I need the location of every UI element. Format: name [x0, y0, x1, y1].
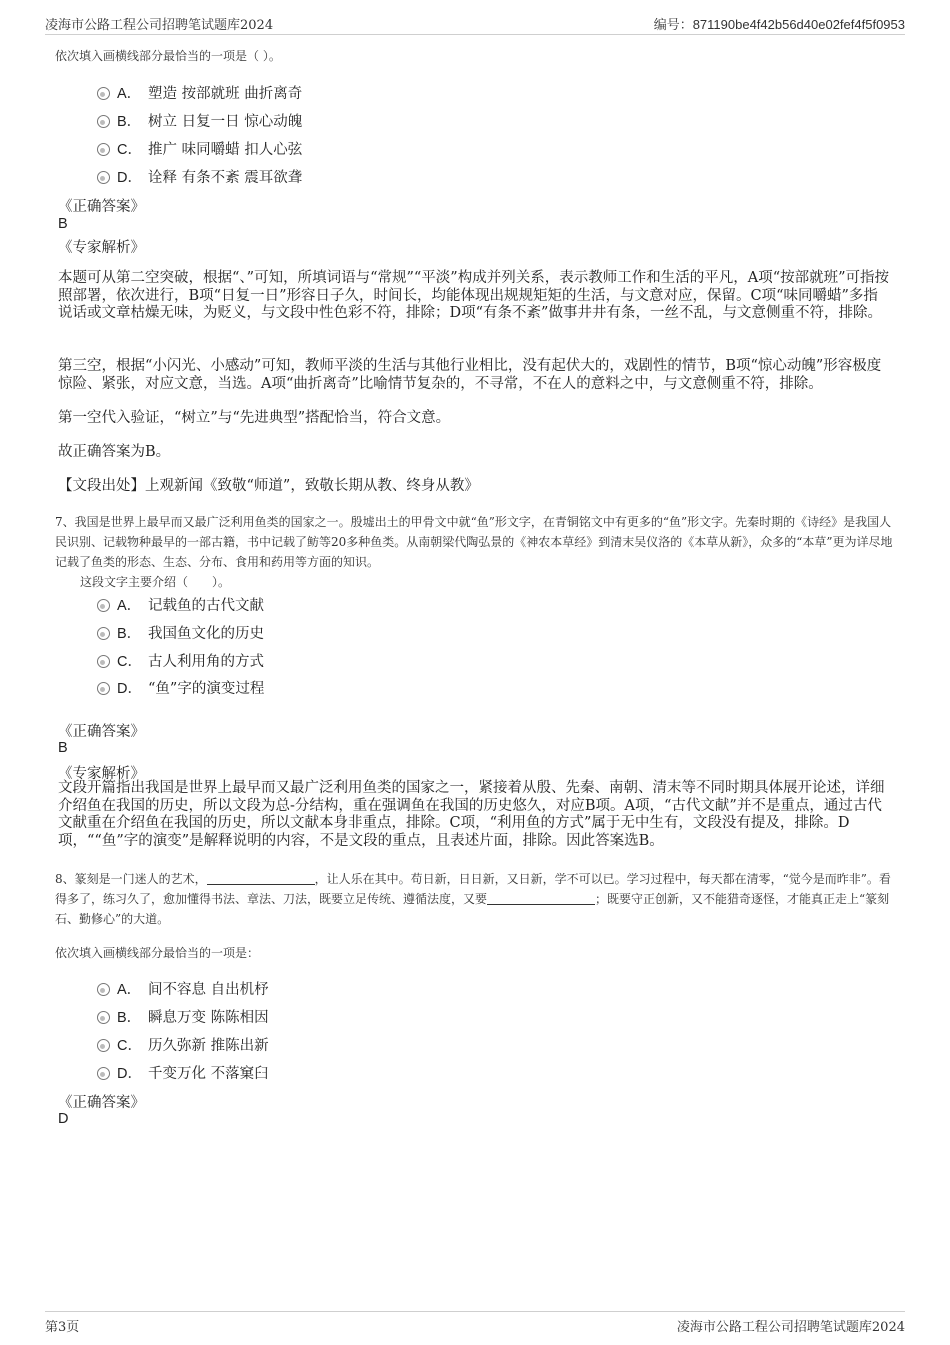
q7-option-d[interactable]: D． “鱼”字的演变过程 — [97, 677, 264, 697]
header-title: 凌海市公路工程公司招聘笔试题库2024 — [45, 18, 274, 33]
q6-option-d[interactable]: D． 诠释 有条不紊 震耳欲聋 — [97, 166, 302, 186]
radio-icon[interactable] — [97, 983, 110, 996]
q7-analysis: 文段开篇指出我国是世界上最早而又最广泛利用鱼类的国家之一，紧接着从殷、先秦、南朝、清末等不同时期具体展开论述，详细介绍鱼在我国的历史，所以文段为总-分结构，重在强调鱼在我国的历史悠久，对应B项。A项，“古代文献”并不是重点，通过古代文献重在介绍鱼在我国的历史，所以文献本身非重点，排除。C项，“利用鱼的方式”属于无中生有，文段没有提及，排除。D项，““鱼”字的演变”是解释说明的内容，不是文段的重点，且表述片面，排除。因此答案选B。 — [58, 780, 885, 849]
radio-icon[interactable] — [97, 143, 110, 156]
q6-option-c[interactable]: C． 推广 味同嚼蜡 扣人心弦 — [97, 138, 302, 158]
q7-answer: B — [58, 740, 68, 756]
footer-title: 凌海市公路工程公司招聘笔试题库2024 — [676, 1320, 905, 1335]
q6-option-b[interactable]: B． 树立 日复一日 惊心动魄 — [97, 110, 302, 130]
radio-icon[interactable] — [97, 599, 110, 612]
header-serial: 编号：871190be4f42b56d40e02fef4f5f0953 — [653, 17, 905, 32]
q6-prompt: 依次填入画横线部分最恰当的一项是（ ）。 — [55, 49, 281, 63]
radio-icon[interactable] — [97, 1039, 110, 1052]
radio-icon[interactable] — [97, 655, 110, 668]
q7-analysis-label: 《专家解析》 — [58, 766, 145, 782]
q6-analysis-p1: 本题可从第二空突破，根据“、”可知，所填词语与“常规”“平淡”构成并列关系，表示教师工作和生活的平凡，A项“按部就班”可指按照部署，依次进行，B项“日复一日”形容日子久，时间长，均能体现出规规矩矩的生活，与文意对应，保留。C项“味同嚼蜡”多指说话或文章枯燥无味，为贬义，与文段中性色彩不符，排除；D项“有条不紊”做事井井有条，一丝不乱，与文意侧重不符，排除。 — [58, 270, 890, 321]
q6-analysis-p3: 第一空代入验证，“树立”与“先进典型”搭配恰当，符合文意。 — [58, 410, 451, 426]
page-footer — [45, 1311, 905, 1336]
radio-icon[interactable] — [97, 171, 110, 184]
q6-option-a[interactable]: A． 塑造 按部就班 曲折离奇 — [97, 82, 302, 102]
q8-option-b[interactable]: B． 瞬息万变 陈陈相因 — [97, 1006, 269, 1026]
page-header — [45, 12, 905, 35]
radio-icon[interactable] — [97, 115, 110, 128]
q6-analysis-label: 《专家解析》 — [58, 240, 145, 256]
q8-prompt: 依次填入画横线部分最恰当的一项是： — [55, 946, 260, 960]
q8-stem: 8、篆刻是一门迷人的艺术， ，让人乐在其中。苟日新，日日新，又日新，学不可以已。学习过程中，每天都在清零，“觉今是而昨非”。看得多了，练习久了，愈加懂得书法、章法、刀法，既要立足传统、遵循法度，又要 ；既要守正创新，又不能猎奇逐怪，才能真正走上“篆刻石、勤修心”的大道。 — [55, 872, 891, 926]
radio-icon[interactable] — [97, 1067, 110, 1080]
q6-answer-label: 《正确答案》 — [58, 199, 145, 215]
q6-analysis-p4: 故正确答案为B。 — [58, 444, 171, 460]
radio-icon[interactable] — [97, 87, 110, 100]
q8-answer-label: 《正确答案》 — [58, 1095, 145, 1111]
q7-answer-label: 《正确答案》 — [58, 724, 145, 740]
q7-prompt: 这段文字主要介绍（ ）。 — [80, 575, 231, 589]
q6-source: 【文段出处】上观新闻《致敬“师道”，致敬长期从教、终身从教》 — [58, 478, 479, 494]
q8-option-a[interactable]: A． 间不容息 自出机杼 — [97, 978, 269, 998]
q7-option-b[interactable]: B． 我国鱼文化的历史 — [97, 622, 264, 642]
radio-icon[interactable] — [97, 682, 110, 695]
q7-option-a[interactable]: A． 记载鱼的古代文献 — [97, 594, 264, 614]
q8-option-c[interactable]: C． 历久弥新 推陈出新 — [97, 1034, 269, 1054]
q8-answer: D — [58, 1111, 69, 1127]
blank-line — [207, 872, 315, 885]
q7-option-c[interactable]: C． 古人利用角的方式 — [97, 650, 264, 670]
q6-answer: B — [58, 216, 68, 232]
radio-icon[interactable] — [97, 627, 110, 640]
q7-stem: 7、我国是世界上最早而又最广泛利用鱼类的国家之一。殷墟出土的甲骨文中就“鱼”形文字，在青铜铭文中有更多的“鱼”形文字。先秦时期的《诗经》是我国人民识别、记载物种最早的一部古籍，书中记载了鲂等20多种鱼类。从南朝梁代陶弘景的《神农本草经》到清末吴仪洛的《本草从新》，众多的“本草”更为详尽地记载了鱼类的形态、生态、分布、食用和药用等方面的知识。 — [55, 515, 893, 569]
q6-analysis-p2: 第三空，根据“小闪光、小感动”可知，教师平淡的生活与其他行业相比，没有起伏大的，戏剧性的情节，B项“惊心动魄”形容极度惊险、紧张，对应文意，当选。A项“曲折离奇”比喻情节复杂的，不寻常，不在人的意料之中，与文意侧重不符，排除。 — [58, 358, 882, 392]
radio-icon[interactable] — [97, 1011, 110, 1024]
q8-option-d[interactable]: D． 千变万化 不落窠臼 — [97, 1062, 269, 1082]
blank-line — [487, 892, 595, 905]
page-number: 第3页 — [45, 1320, 80, 1335]
